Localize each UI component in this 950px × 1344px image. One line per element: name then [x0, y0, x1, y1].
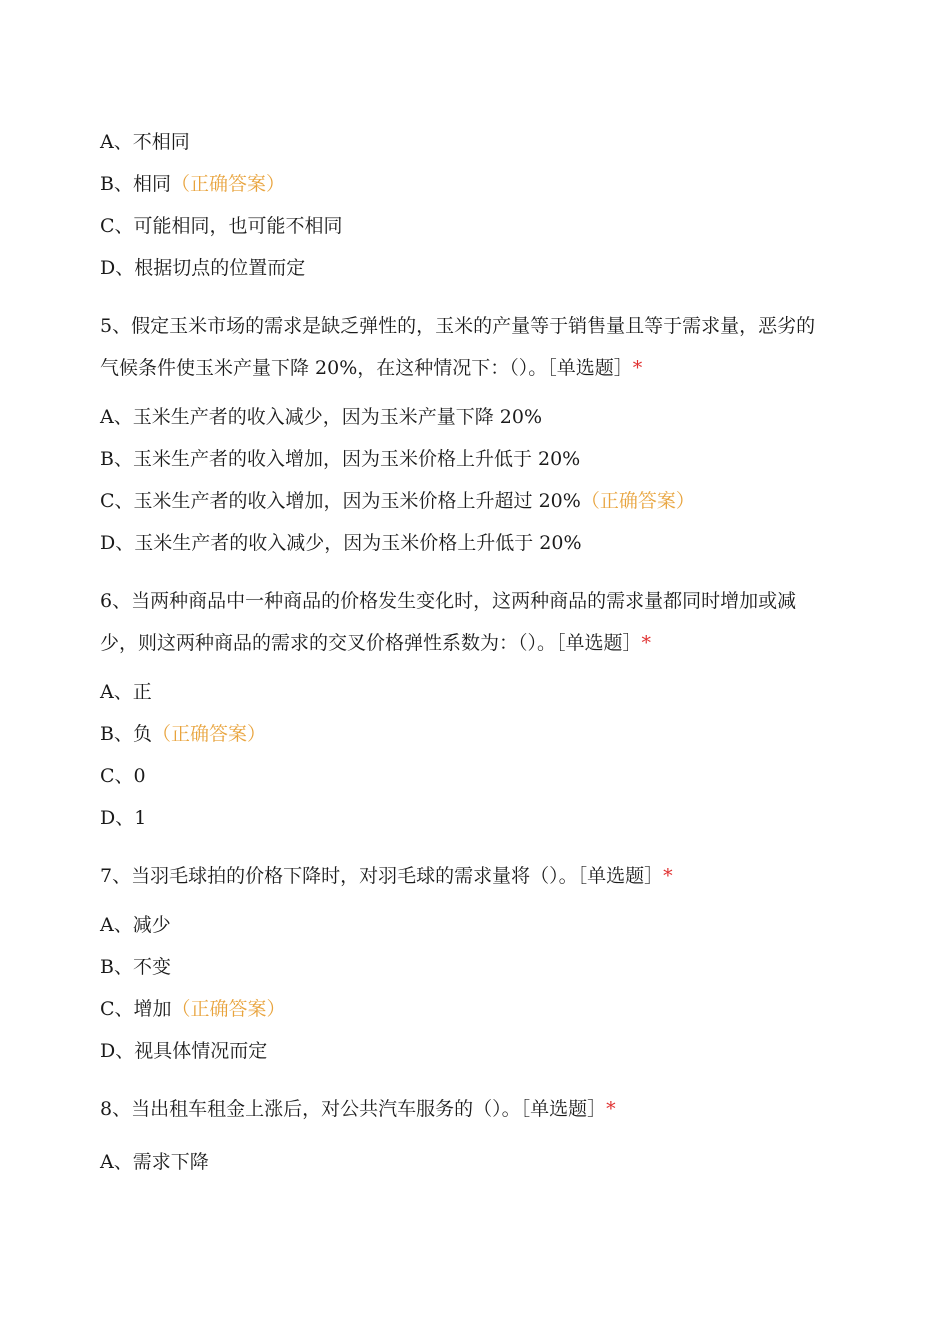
option-label: D、1	[100, 807, 147, 829]
required-mark: *	[663, 865, 673, 887]
option-label: A、正	[100, 681, 152, 703]
option-b	[100, 172, 285, 196]
option-label: A、玉米生产者的收入减少，因为玉米产量下降 20%	[100, 406, 542, 428]
option-label: C、玉米生产者的收入增加，因为玉米价格上升超过 20%	[100, 490, 581, 512]
option-c	[100, 997, 286, 1021]
option-a	[100, 130, 190, 154]
question-text: 5、假定玉米市场的需求是缺乏弹性的，玉米的产量等于销售量且等于需求量，恶劣的气候条件使玉米产量下降 20%，在这种情况下：（）。［单选题］	[100, 315, 816, 379]
option-label: B、相同	[100, 173, 171, 195]
option-label: A、不相同	[100, 131, 190, 153]
option-c	[100, 214, 343, 238]
required-mark: *	[641, 632, 652, 654]
option-d	[100, 806, 146, 830]
option-b	[100, 447, 580, 471]
question-8-text	[100, 1088, 830, 1130]
option-label: C、可能相同，也可能不相同	[100, 215, 343, 237]
option-label: B、不变	[100, 956, 171, 978]
option-c	[100, 489, 695, 513]
option-d	[100, 1039, 267, 1063]
option-label: D、视具体情况而定	[100, 1040, 268, 1062]
option-label: B、负	[100, 723, 152, 745]
option-label: C、增加	[100, 998, 172, 1020]
option-b	[100, 722, 266, 746]
required-mark: *	[632, 357, 643, 379]
correct-answer-mark: （正确答案）	[580, 490, 695, 512]
option-label: A、需求下降	[100, 1151, 209, 1173]
option-b	[100, 955, 171, 979]
question-text: 6、当两种商品中一种商品的价格发生变化时，这两种商品的需求量都同时增加或减少，则这两种商品的需求的交叉价格弹性系数为：（）。［单选题］	[100, 590, 797, 654]
option-d	[100, 531, 582, 555]
correct-answer-mark: （正确答案）	[171, 998, 286, 1020]
option-a	[100, 913, 171, 937]
option-label: B、玉米生产者的收入增加，因为玉米价格上升低于 20%	[100, 448, 581, 470]
option-label: A、减少	[100, 914, 171, 936]
question-6-text	[100, 580, 830, 664]
question-5-text	[100, 305, 830, 389]
option-d	[100, 256, 305, 280]
question-text: 7、当羽毛球拍的价格下降时，对羽毛球的需求量将（）。［单选题］	[100, 865, 664, 887]
required-mark: *	[606, 1098, 616, 1120]
question-7-text	[100, 855, 830, 897]
correct-answer-mark: （正确答案）	[151, 723, 266, 745]
question-text: 8、当出租车租金上涨后，对公共汽车服务的（）。［单选题］	[100, 1098, 607, 1120]
option-a	[100, 1150, 209, 1174]
option-label: D、根据切点的位置而定	[100, 257, 306, 279]
option-a	[100, 680, 152, 704]
option-a	[100, 405, 542, 429]
option-c	[100, 764, 146, 788]
option-label: D、玉米生产者的收入减少，因为玉米价格上升低于 20%	[100, 532, 582, 554]
option-label: C、0	[100, 765, 146, 787]
correct-answer-mark: （正确答案）	[170, 173, 285, 195]
